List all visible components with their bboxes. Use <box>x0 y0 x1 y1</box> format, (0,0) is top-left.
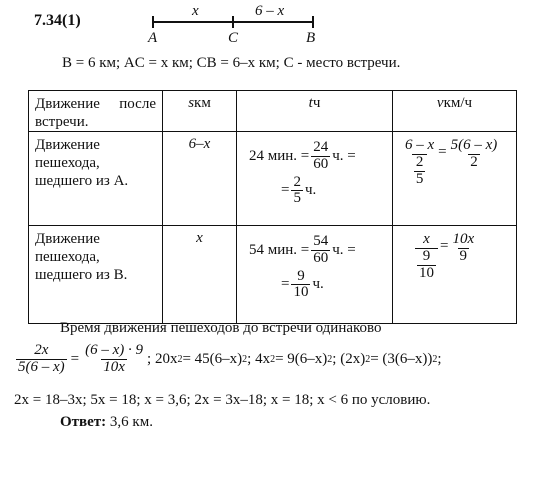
row2-t2-suffix: ч. <box>312 276 324 293</box>
row2-t-num: 54 <box>313 233 329 249</box>
row2-v2-den: 9 <box>459 247 468 264</box>
eq-left-num: 2x <box>34 342 49 358</box>
row1-desc-cell <box>29 132 163 226</box>
row2-t-den: 60 <box>313 249 329 266</box>
header-motion-label: Движение после встречи. <box>35 96 156 130</box>
row1-v-eq: = <box>438 144 447 160</box>
exp-5: 2 <box>365 353 371 365</box>
exp-1: 2 <box>177 353 183 365</box>
answer-value: 3,6 км. <box>106 414 153 430</box>
header-s-unit: км <box>194 95 211 111</box>
header-t-unit: ч <box>312 95 321 111</box>
row2-v-num: x <box>423 231 430 247</box>
eq-left-den: 5(6 – x) <box>18 358 65 375</box>
row2-s-cell <box>163 226 237 324</box>
row1-v-den-den: 5 <box>415 170 424 187</box>
segment-label-6-minus-x: 6 – x <box>255 3 285 19</box>
header-s-var: s <box>188 95 195 111</box>
row1-t2-num: 2 <box>293 173 301 190</box>
eq-part-g: ; <box>437 350 442 367</box>
row1-t-fraction <box>311 140 330 173</box>
header-cell-t <box>237 91 393 132</box>
eq-part-d: = 9(6–x) <box>275 350 328 367</box>
eq-part-b: = 45(6–x) <box>182 350 243 367</box>
row2-t-suffix: ч. = <box>332 241 356 258</box>
row2-v-den-num: 9 <box>422 247 431 264</box>
header-t-var: t <box>308 95 313 111</box>
eq-sign: = <box>70 350 80 367</box>
row2-desc: Движение пешехода, шедшего из B. <box>35 231 128 283</box>
row2-t-fraction <box>311 234 330 267</box>
solution-intro: Время движения пешеходов до встречи одинаково <box>60 320 382 336</box>
row1-t-cell <box>237 132 393 226</box>
eq-part-c: ; 4x <box>247 350 271 367</box>
table-header-row <box>29 91 517 132</box>
row1-t-prefix: 24 мин. = <box>249 147 310 164</box>
row2-t2-fraction <box>291 269 310 302</box>
header-cell-s <box>163 91 237 132</box>
row1-v2-fraction <box>449 138 500 171</box>
row1-t2-fraction <box>291 175 303 208</box>
row2-v-eq: = <box>440 238 449 254</box>
row2-v-fraction <box>415 232 438 281</box>
point-b-label: B <box>306 30 316 46</box>
row1-t-den: 60 <box>313 155 329 172</box>
row2-v-cell <box>393 226 517 324</box>
row2-v2-fraction <box>450 232 476 265</box>
row1-v-den-num: 2 <box>415 153 424 170</box>
point-c-label: C <box>228 30 239 46</box>
row1-v-num: 6 – x <box>405 137 435 153</box>
given-line: B = 6 км; AC = x км; CB = 6–x км; C - место встречи. <box>62 55 401 71</box>
header-cell-motion <box>29 91 163 132</box>
exp-3: 2 <box>270 353 276 365</box>
row2-t2-den: 10 <box>293 284 309 301</box>
eq-right-num: (6 – x) · 9 <box>85 342 144 358</box>
row2-desc-cell <box>29 226 163 324</box>
row1-v-cell <box>393 132 517 226</box>
header-v-unit: км/ч <box>443 95 473 111</box>
row1-t-num: 24 <box>313 139 329 155</box>
row1-s-value: 6–x <box>188 136 211 152</box>
row2-t-cell <box>237 226 393 324</box>
eq-part-a: ; 20x <box>147 350 178 367</box>
row1-t2-suffix: ч. <box>304 182 317 199</box>
eq-right-den: 10x <box>103 358 125 375</box>
row1-v2-num: 5(6 – x) <box>450 137 498 153</box>
row1-s-cell <box>163 132 237 226</box>
table-row <box>29 226 517 324</box>
segment-label-x: x <box>192 3 199 19</box>
header-cell-v <box>393 91 517 132</box>
solution-line-3: 2x = 18–3x; 5x = 18; x = 3,6; 2x = 3x–18; x = 18; x < 6 по условию. <box>14 392 431 408</box>
row1-t-suffix: ч. = <box>332 147 356 164</box>
row2-t2-num: 9 <box>297 267 305 284</box>
eq-part-f: = (3(6–x)) <box>370 350 433 367</box>
table-row <box>29 132 517 226</box>
row2-s-value: x <box>196 230 203 246</box>
eq-fraction-left <box>16 343 67 376</box>
equation-line <box>14 343 442 376</box>
row1-t2-den: 5 <box>293 190 301 207</box>
point-a-label: A <box>148 30 158 46</box>
answer-line <box>60 414 153 431</box>
eq-part-e: ; (2x) <box>332 350 366 367</box>
row1-v2-den: 2 <box>470 153 478 170</box>
problem-number: 7.34(1) <box>34 12 81 29</box>
exp-2: 2 <box>242 353 248 365</box>
exp-4: 2 <box>327 353 333 365</box>
row1-desc: Движение пешехода, шедшего из A. <box>35 137 129 189</box>
row1-v-fraction <box>403 138 436 187</box>
answer-label: Ответ: <box>60 414 107 430</box>
eq-fraction-right <box>83 343 145 376</box>
header-v-var: v <box>436 95 444 111</box>
row2-v2-num: 10x <box>452 231 475 247</box>
row2-t-eq: = <box>281 276 290 293</box>
motion-table <box>28 90 517 324</box>
row2-v-den-den: 10 <box>419 264 434 281</box>
exp-6: 2 <box>432 353 438 365</box>
row2-t-prefix: 54 мин. = <box>249 241 310 258</box>
row1-t-eq: = <box>281 182 290 199</box>
